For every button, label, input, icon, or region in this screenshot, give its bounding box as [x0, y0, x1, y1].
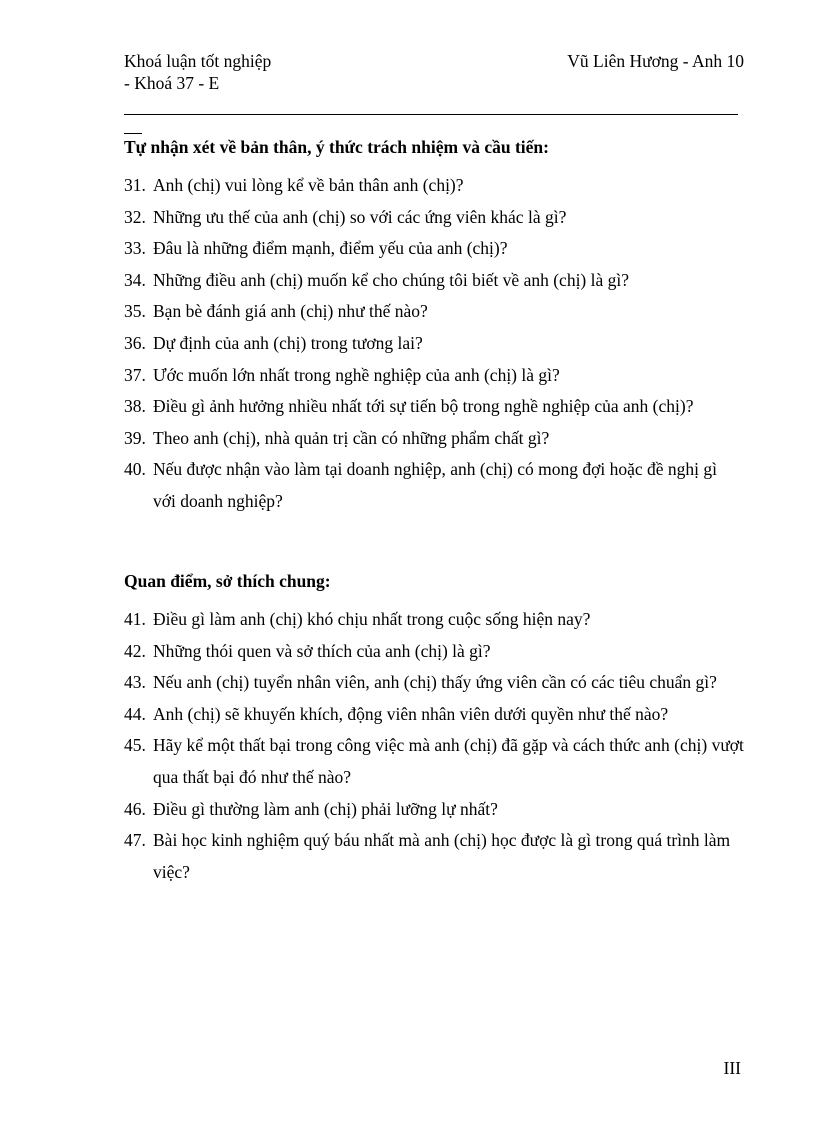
- question-text: Ước muốn lớn nhất trong nghề nghiệp của anh (chị) là gì?: [153, 364, 560, 385]
- question-text: Điều gì thường làm anh (chị) phải lưỡng lự nhất?: [153, 798, 498, 819]
- question-list-self-assessment: [124, 170, 744, 518]
- list-item: [124, 604, 744, 636]
- question-text: Nếu anh (chị) tuyển nhân viên, anh (chị) thấy ứng viên cần có các tiêu chuẩn gì?: [153, 672, 717, 693]
- question-text: Hãy kể một thất bại trong công việc mà anh (chị) đã gặp và cách thức anh (chị) vượt qua thất bại đó như thế nào?: [153, 735, 744, 787]
- question-number: 46.: [124, 798, 146, 819]
- question-number: 47.: [124, 830, 146, 851]
- question-text: Những điều anh (chị) muốn kể cho chúng tôi biết về anh (chị) là gì?: [153, 269, 630, 290]
- list-item: [124, 730, 744, 793]
- question-text: Nếu được nhận vào làm tại doanh nghiệp, anh (chị) có mong đợi hoặc đề nghị gì với doanh nghiệp?: [153, 459, 718, 511]
- course-label: - Khoá 37 - E: [124, 73, 220, 93]
- list-item: [124, 233, 744, 265]
- section-heading-self-assessment: Tự nhận xét về bản thân, ý thức trách nhiệm và cầu tiến:: [124, 137, 549, 157]
- question-list-opinions: [124, 604, 744, 888]
- question-number: 40.: [124, 459, 146, 480]
- question-number: 34.: [124, 269, 146, 290]
- thesis-label: Khoá luận tốt nghiệp: [124, 51, 272, 71]
- list-item: [124, 699, 744, 731]
- question-number: 38.: [124, 396, 146, 417]
- question-number: 42.: [124, 640, 146, 661]
- header-divider-stub: [124, 133, 142, 134]
- question-number: 35.: [124, 301, 146, 322]
- section-heading-opinions: Quan điểm, sở thích chung:: [124, 571, 331, 591]
- question-number: 33.: [124, 238, 146, 259]
- question-number: 39.: [124, 427, 146, 448]
- list-item: [124, 667, 744, 699]
- list-item: [124, 423, 744, 455]
- list-item: [124, 825, 744, 888]
- question-number: 37.: [124, 364, 146, 385]
- question-text: Anh (chị) vui lòng kể về bản thân anh (chị)?: [153, 175, 464, 195]
- list-item: [124, 170, 744, 202]
- list-item: [124, 391, 744, 423]
- header-divider: [124, 114, 738, 115]
- list-item: [124, 454, 744, 517]
- question-number: 36.: [124, 332, 146, 353]
- list-item: [124, 636, 744, 668]
- question-text: Những ưu thế của anh (chị) so với các ứng viên khác là gì?: [153, 206, 567, 227]
- question-text: Theo anh (chị), nhà quản trị cần có những phẩm chất gì?: [153, 427, 550, 448]
- question-number: 45.: [124, 735, 146, 756]
- page-number: III: [723, 1058, 741, 1078]
- list-item: [124, 328, 744, 360]
- question-number: 44.: [124, 703, 146, 724]
- list-item: [124, 360, 744, 392]
- list-item: [124, 202, 744, 234]
- list-item: [124, 296, 744, 328]
- header-left: [124, 50, 271, 94]
- question-text: Những thói quen và sở thích của anh (chị) là gì?: [153, 640, 491, 661]
- list-item: [124, 794, 744, 826]
- question-number: 43.: [124, 672, 146, 693]
- question-text: Bạn bè đánh giá anh (chị) như thế nào?: [153, 301, 428, 322]
- question-text: Đâu là những điểm mạnh, điểm yếu của anh (chị)?: [153, 238, 508, 259]
- author-label: Vũ Liên Hương - Anh 10: [567, 51, 744, 71]
- question-text: Dự định của anh (chị) trong tương lai?: [153, 332, 423, 353]
- question-number: 32.: [124, 206, 146, 227]
- question-number: 41.: [124, 609, 146, 629]
- question-text: Anh (chị) sẽ khuyến khích, động viên nhân viên dưới quyền như thế nào?: [153, 703, 669, 724]
- question-number: 31.: [124, 175, 146, 195]
- list-item: [124, 265, 744, 297]
- question-text: Điều gì ảnh hưởng nhiều nhất tới sự tiến bộ trong nghề nghiệp của anh (chị)?: [153, 396, 694, 417]
- question-text: Điều gì làm anh (chị) khó chịu nhất trong cuộc sống hiện nay?: [153, 609, 591, 629]
- question-text: Bài học kinh nghiệm quý báu nhất mà anh (chị) học được là gì trong quá trình làm việc?: [153, 830, 731, 882]
